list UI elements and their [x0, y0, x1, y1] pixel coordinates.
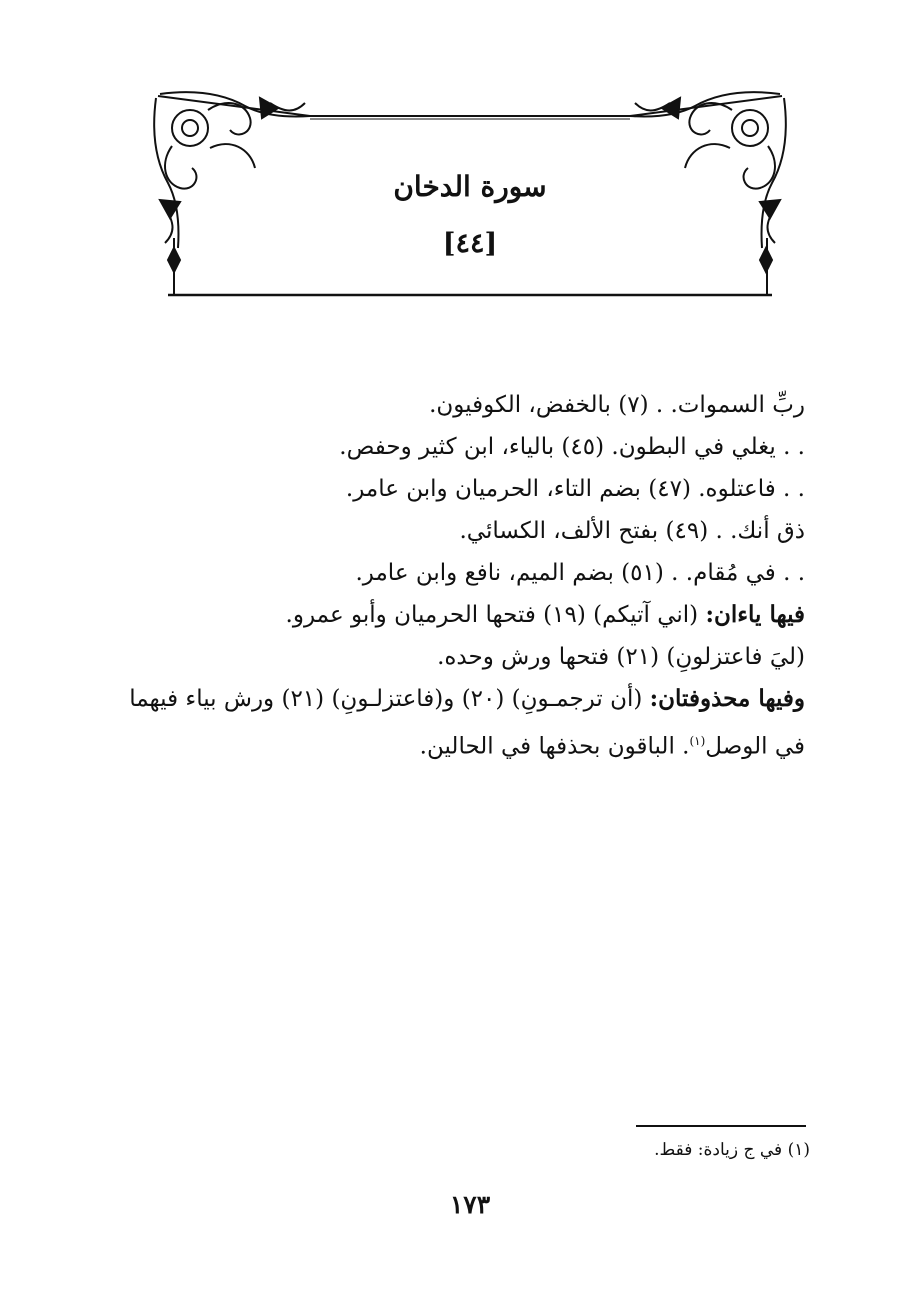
line-text: (أن ترجمـونِ) (٢٠) و(فاعتزلـونِ) (٢١) ورش بياء فيهما في الوصل — [129, 686, 805, 760]
footnote: (١) في ج زيادة: فقط. — [654, 1140, 810, 1160]
text-line — [105, 468, 805, 510]
corner-ornament-left — [154, 92, 310, 272]
line-lead: فيها ياءان: — [705, 601, 805, 628]
body-text — [105, 384, 805, 768]
surah-number: [٤٤] — [442, 228, 498, 259]
line-text: . . يغلي في البطون. (٤٥) بالياء، ابن كثير وحفص. — [339, 434, 805, 460]
line-text: (ليَ فاعتزلونِ) (٢١) فتحها ورش وحده. — [437, 644, 805, 670]
footnote-marker: (١) — [689, 734, 706, 748]
line-text: (اني آتيكم) (١٩) فتحها الحرميان وأبو عمرو. — [285, 602, 706, 628]
text-line — [105, 510, 805, 552]
line-lead: وفيها محذوفتان: — [649, 685, 805, 712]
corner-ornament-right — [630, 92, 786, 272]
surah-title: سورة الدخان — [393, 170, 547, 203]
text-line — [105, 594, 805, 636]
line-text: ربِّ السموات. . (٧) بالخفض، الكوفيون. — [429, 392, 805, 418]
line-text: ذق أنك. . (٤٩) بفتح الألف، الكسائي. — [459, 518, 805, 544]
line-text: . . فاعتلوه. (٤٧) بضم التاء، الحرميان وابن عامر. — [345, 476, 805, 502]
text-line — [105, 552, 805, 594]
text-line — [105, 636, 805, 678]
line-text: . . في مُقام. . (٥١) بضم الميم، نافع وابن عامر. — [355, 560, 805, 586]
text-line — [105, 384, 805, 426]
page-number: ١٧٣ — [449, 1190, 491, 1219]
footnote-rule — [636, 1125, 806, 1127]
line-text-after: . الباقون بحذفها في الحالين. — [419, 733, 690, 760]
text-line — [105, 678, 805, 768]
text-line — [105, 426, 805, 468]
